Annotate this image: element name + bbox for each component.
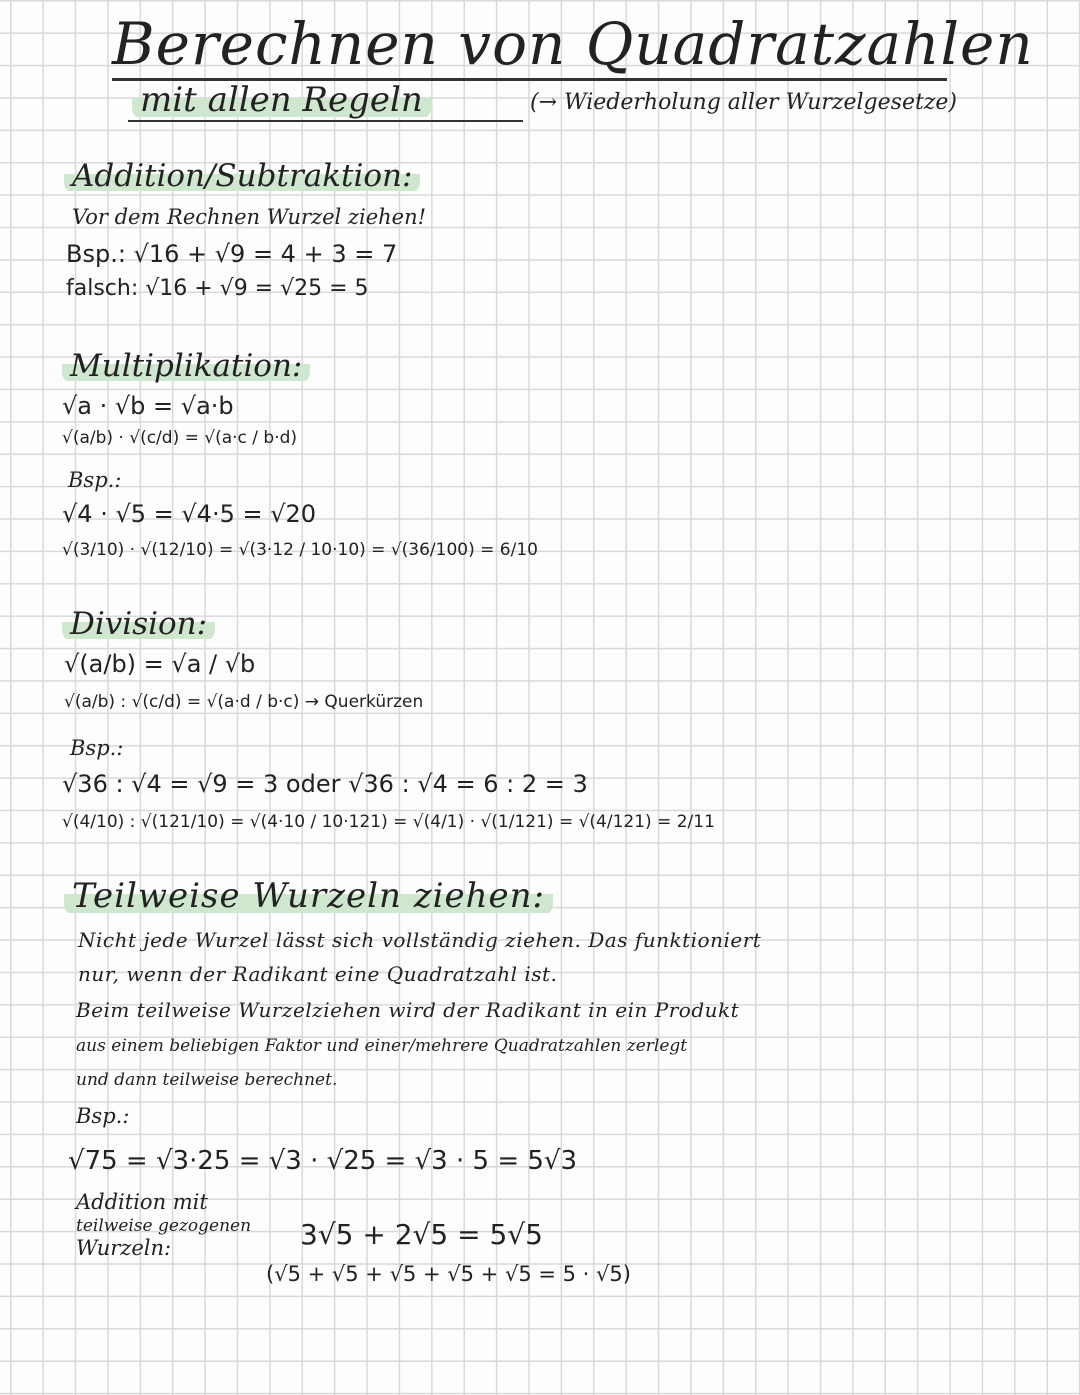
multiplication-bsp-label: Bsp.: xyxy=(68,468,122,492)
section-heading-multiplication: Multiplikation: xyxy=(62,348,310,384)
division-rule-1: √(a/b) = √a / √b xyxy=(64,650,256,678)
partial-text-line-3: Beim teilweise Wurzelziehen wird der Radikant in ein Produkt xyxy=(76,998,740,1022)
subtitle-note: (→ Wiederholung aller Wurzelgesetze) xyxy=(530,90,957,115)
addition-example: Bsp.: √16 + √9 = 4 + 3 = 7 xyxy=(66,240,398,268)
section-heading-division: Division: xyxy=(62,606,215,642)
addition-rule: Vor dem Rechnen Wurzel ziehen! xyxy=(72,205,427,229)
partial-example: √75 = √3·25 = √3 · √25 = √3 · 5 = 5√3 xyxy=(68,1146,578,1176)
division-example-2: √(4/10) : √(121/10) = √(4·10 / 10·121) = √(4/1) · √(1/121) = √(4/121) = 2/11 xyxy=(62,812,715,832)
division-rule-2: √(a/b) : √(c/d) = √(a·d / b·c) → Querkürzen xyxy=(64,692,424,712)
addition-partial-explanation: (√5 + √5 + √5 + √5 + √5 = 5 · √5) xyxy=(266,1262,631,1286)
subtitle-underline xyxy=(128,120,523,122)
page-subtitle xyxy=(132,80,431,120)
multiplication-rule-2: √(a/b) · √(c/d) = √(a·c / b·d) xyxy=(62,428,298,448)
partial-text-line-5: und dann teilweise berechnet. xyxy=(76,1070,338,1090)
addition-partial-label-3: Wurzeln: xyxy=(76,1236,172,1260)
partial-bsp-label: Bsp.: xyxy=(76,1104,130,1128)
division-example-1: √36 : √4 = √9 = 3 oder √36 : √4 = 6 : 2 = 3 xyxy=(62,770,588,798)
multiplication-example-1: √4 · √5 = √4·5 = √20 xyxy=(62,500,317,528)
section-heading-partial-roots: Teilweise Wurzeln ziehen: xyxy=(64,876,553,916)
addition-partial-label-1: Addition mit xyxy=(76,1190,208,1214)
multiplication-rule-1: √a · √b = √a·b xyxy=(62,392,234,420)
partial-text-line-4: aus einem beliebigen Faktor und einer/mehrere Quadratzahlen zerlegt xyxy=(76,1036,688,1056)
addition-partial-label-2: teilweise gezogenen xyxy=(76,1216,252,1236)
multiplication-example-2: √(3/10) · √(12/10) = √(3·12 / 10·10) = √(36/100) = 6/10 xyxy=(62,540,538,560)
subtitle-text: mit allen Regeln xyxy=(132,80,431,120)
addition-partial-example: 3√5 + 2√5 = 5√5 xyxy=(300,1218,543,1251)
section-heading-addition: Addition/Subtraktion: xyxy=(64,158,420,194)
partial-text-line-2: nur, wenn der Radikant eine Quadratzahl ist. xyxy=(78,962,558,986)
partial-text-line-1: Nicht jede Wurzel lässt sich vollständig ziehen. Das funktioniert xyxy=(78,928,762,952)
page-title: Berechnen von Quadratzahlen xyxy=(112,10,1034,78)
addition-wrong-example: falsch: √16 + √9 = √25 = 5 xyxy=(66,276,369,301)
division-bsp-label: Bsp.: xyxy=(70,736,124,760)
